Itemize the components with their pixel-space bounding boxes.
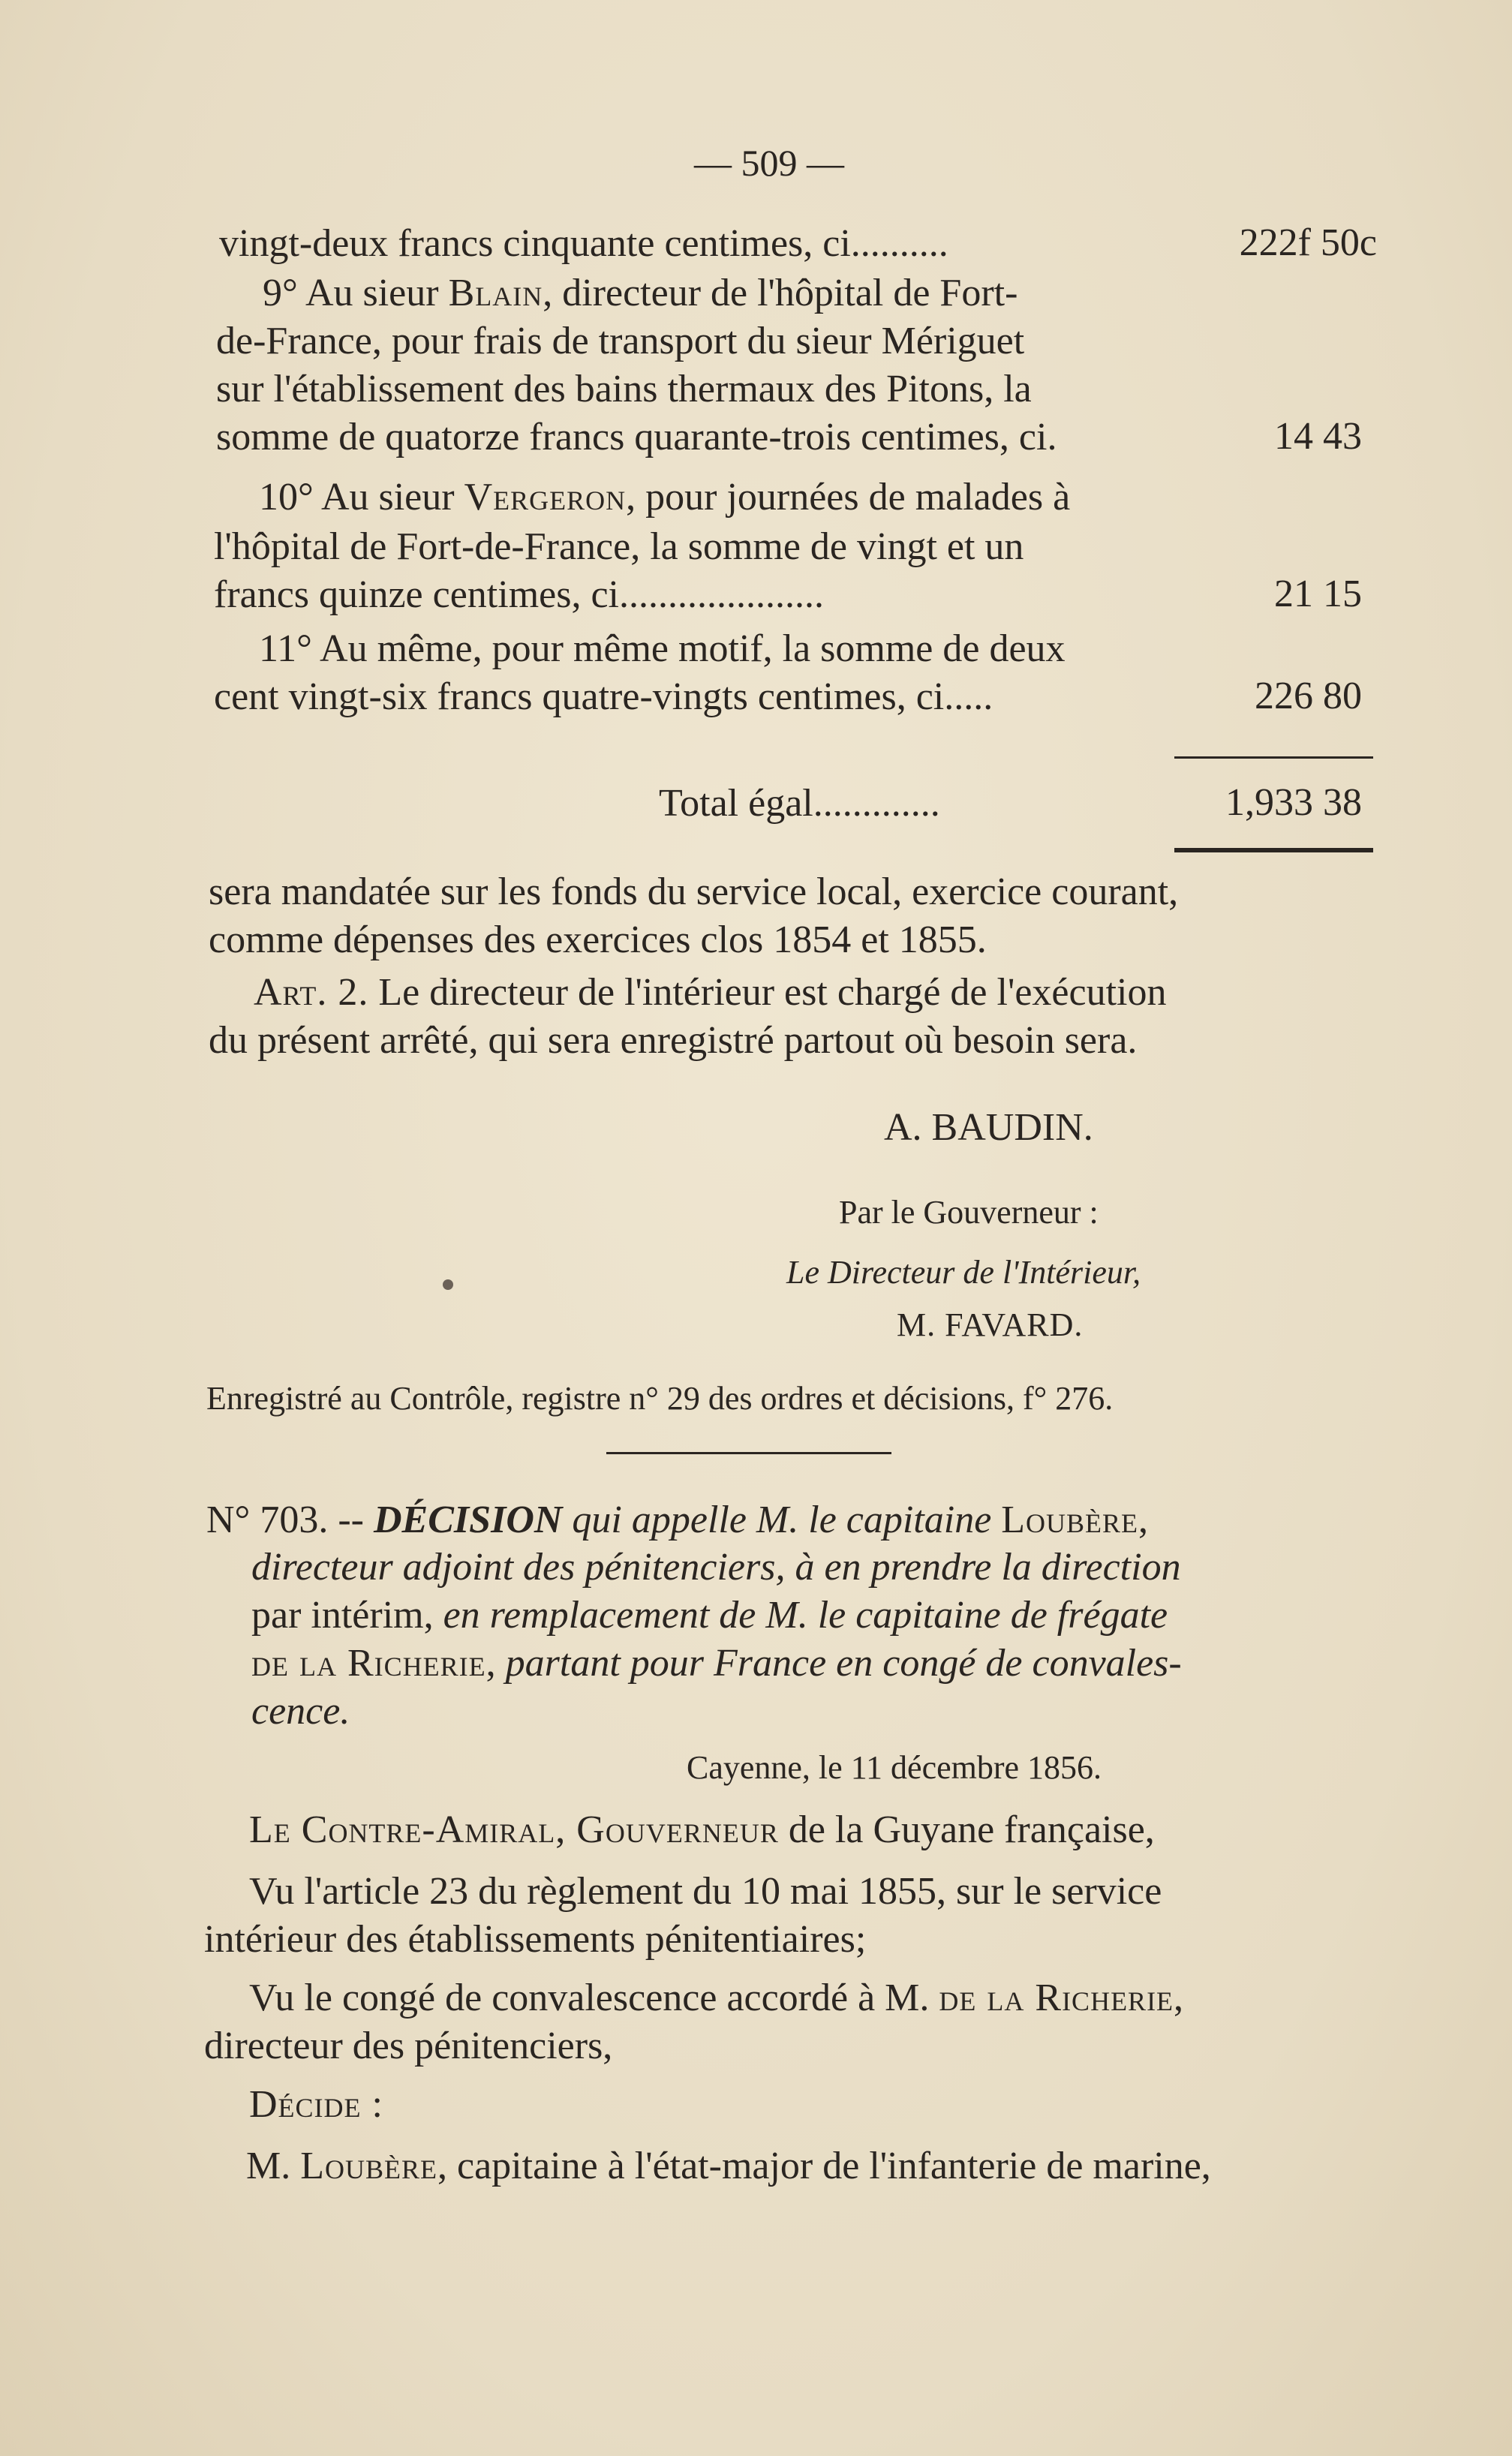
person-name: Loubère (300, 2145, 438, 2187)
text: , (485, 1642, 496, 1685)
signature-name-2: M. FAVARD. (897, 1306, 1084, 1343)
divider (1174, 756, 1373, 759)
person-name: de la Richerie (939, 1977, 1174, 2019)
total-label: Total égal............. (659, 782, 940, 825)
registration-note: Enregistré au Contrôle, registre n° 29 des ordres et décisions, f° 276. (206, 1380, 1114, 1417)
page-number: — 509 — (694, 142, 844, 184)
text: , capitaine à l'état-major de l'infanterie de marine, (437, 2145, 1211, 2187)
text-line: cent vingt-six francs quatre-vingts centimes, ci..... (214, 675, 993, 718)
article-label: Art. 2. (254, 971, 369, 1014)
text: , (1138, 1499, 1149, 1541)
text-line: l'hôpital de Fort-de-France, la somme de vingt et un (214, 525, 1024, 568)
person-name: de la Richerie (251, 1642, 486, 1685)
item-number: 10° (259, 476, 314, 519)
total-amount: 1,933 38 (1225, 781, 1362, 824)
decision-title-line-4 (251, 1640, 1182, 1687)
divider (1174, 848, 1373, 852)
text: Au même, pour même motif, la somme de deux (320, 627, 1066, 670)
decision-title-line-3 (251, 1592, 1168, 1639)
par-le-gouverneur: Par le Gouverneur : (839, 1194, 1099, 1231)
item-number: 9° (263, 272, 298, 314)
amount: 14 43 (1274, 415, 1362, 458)
vu-line-2 (249, 1975, 1183, 2022)
text-line: de-France, pour frais de transport du sieur Mériguet (216, 320, 1025, 362)
amount: 21 15 (1274, 573, 1362, 615)
prefix: Au sieur (305, 272, 439, 314)
text-line: vingt-deux francs cinquante centimes, ci.......... (219, 222, 948, 265)
text-line: cence. (251, 1690, 350, 1733)
preamble (249, 1807, 1155, 1853)
text: Vu le congé de convalescence accordé à M. (249, 1977, 930, 2019)
text-line: directeur des pénitenciers, (204, 2025, 613, 2067)
person-name: Vergeron (464, 476, 627, 519)
text: , directeur de l'hôpital de Fort- (543, 272, 1018, 314)
decision-title-line-1 (206, 1497, 1148, 1544)
text: , pour journées de malades à (626, 476, 1071, 519)
signature-name: A. BAUDIN. (884, 1106, 1093, 1149)
text-line: du présent arrêté, qui sera enregistré partout où besoin sera. (209, 1019, 1138, 1062)
text: , (1174, 1977, 1184, 2019)
text-line: sera mandatée sur les fonds du service local, exercice courant, (209, 870, 1179, 913)
text: M. (246, 2145, 291, 2187)
decide-label: Décide : (249, 2083, 383, 2126)
text-line: intérieur des établissements pénitentiaires; (204, 1918, 867, 1961)
amount: 226 80 (1255, 675, 1362, 717)
amount: 222f 50c (1239, 221, 1377, 264)
text: Le directeur de l'intérieur est chargé de l'exécution (378, 971, 1167, 1014)
decision-number: N° 703. (206, 1499, 329, 1541)
last-line (246, 2143, 1211, 2190)
text: en remplacement de M. le capitaine de frégate (443, 1594, 1168, 1637)
place-date: Cayenne, le 11 décembre 1856. (687, 1749, 1102, 1786)
decision-title: DÉCISION (374, 1499, 563, 1541)
text-line: Vu l'article 23 du règlement du 10 mai 1855, sur le service (249, 1870, 1162, 1913)
text-line: somme de quatorze francs quarante-trois centimes, ci. (216, 416, 1057, 458)
person-name: Loubère (1001, 1499, 1139, 1541)
text: de la Guyane française, (788, 1808, 1155, 1851)
directeur-label: Le Directeur de l'Intérieur, (786, 1254, 1141, 1291)
text: qui appelle M. le capitaine (572, 1499, 992, 1541)
text: partant pour France en congé de convales- (505, 1642, 1182, 1685)
article-2-line-1 (254, 969, 1166, 1016)
text-line: directeur adjoint des pénitenciers, à en prendre la direction (251, 1546, 1181, 1589)
prefix: Au sieur (320, 476, 455, 519)
item-9-line-1 (263, 270, 1018, 317)
person-name: Blain (448, 272, 543, 314)
text-line: comme dépenses des exercices clos 1854 et 1855. (209, 918, 987, 961)
text: par intérim, (251, 1594, 434, 1637)
ink-spot (443, 1279, 453, 1290)
item-number: 11° (259, 627, 312, 670)
authority: Le Contre-Amiral, Gouverneur (249, 1808, 779, 1851)
dash: -- (338, 1499, 364, 1541)
item-10-line-1 (259, 474, 1070, 521)
item-11-line-1 (259, 626, 1066, 672)
text-line: sur l'établissement des bains thermaux des Pitons, la (216, 368, 1032, 410)
divider (606, 1452, 891, 1454)
text-line: francs quinze centimes, ci..................... (214, 573, 824, 616)
